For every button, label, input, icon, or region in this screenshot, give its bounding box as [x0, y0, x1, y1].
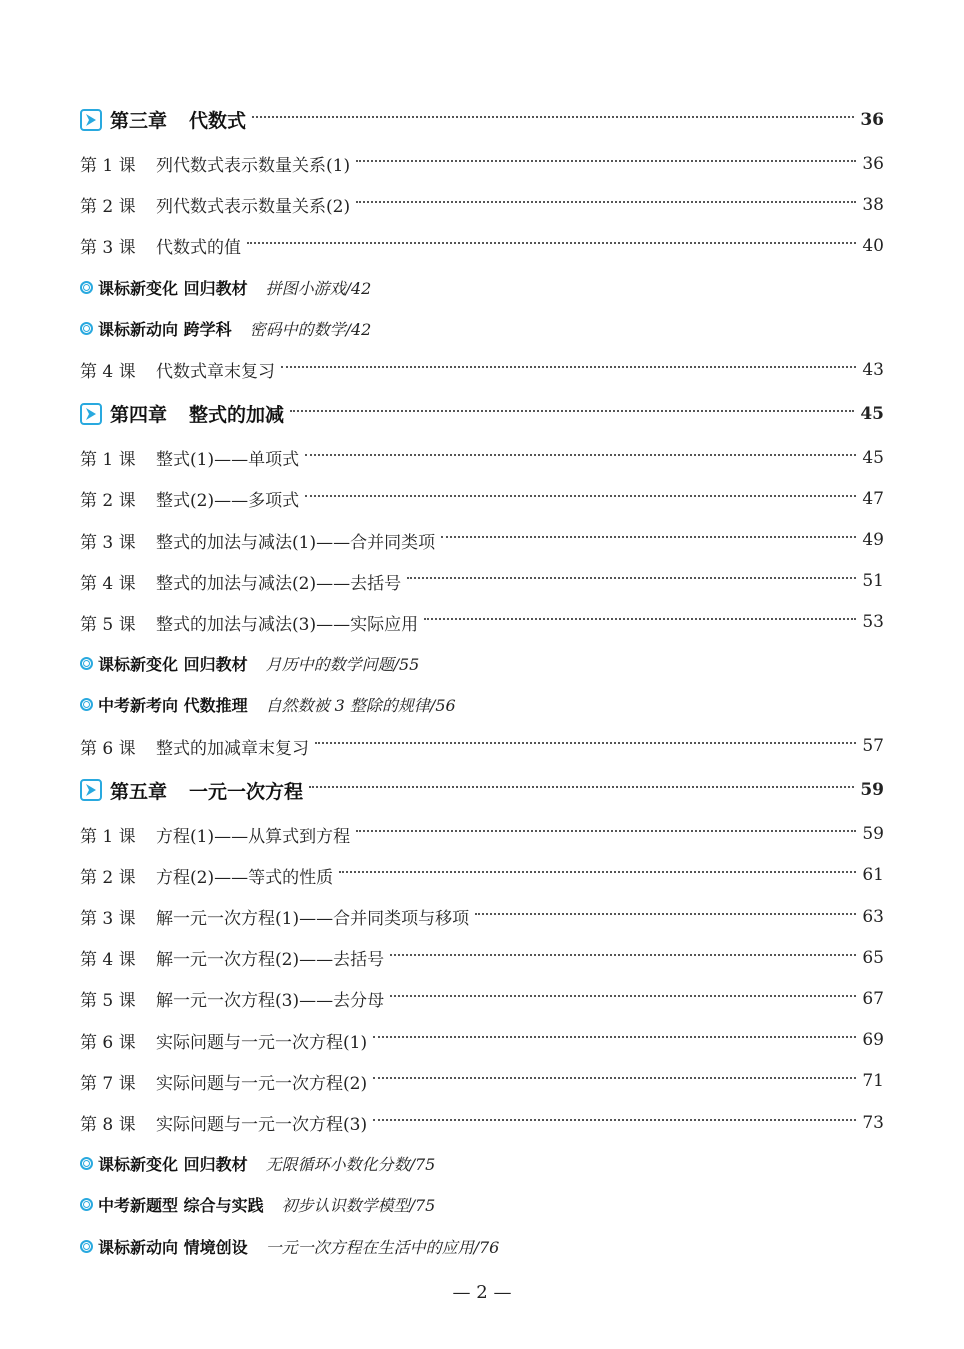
dot-leader — [373, 1036, 856, 1038]
page-number: 36 — [860, 109, 884, 130]
lesson-title: 解一元一次方程(2)——去括号 — [156, 950, 385, 971]
page-number: 73 — [862, 1112, 884, 1133]
lesson-entry[interactable] — [80, 478, 884, 519]
page-number: 36 — [862, 153, 884, 174]
special-entry[interactable] — [80, 308, 884, 349]
dot-leader — [281, 366, 856, 368]
page-number: — 2 — — [452, 1282, 512, 1303]
page-number: 40 — [862, 235, 884, 256]
lesson-entry[interactable] — [80, 855, 884, 896]
chapter-label: 第三章 — [110, 110, 168, 132]
lesson-entry[interactable] — [80, 602, 884, 643]
page-number: 47 — [862, 488, 884, 509]
lesson-title: 解一元一次方程(3)——去分母 — [156, 991, 385, 1012]
lesson-title: 实际问题与一元一次方程(3) — [156, 1115, 368, 1136]
lesson-number: 第 1 课 — [80, 450, 136, 471]
dot-leader — [305, 454, 856, 456]
special-title: 无限循环小数化分数/75 — [265, 1155, 436, 1175]
circle-bullet-icon — [80, 281, 93, 294]
page-number: 61 — [862, 865, 884, 886]
special-title: 月历中的数学问题/55 — [265, 655, 420, 675]
special-label: 中考新考向 代数推理 — [98, 696, 248, 716]
lesson-entry[interactable] — [80, 937, 884, 978]
page-number: 53 — [862, 612, 884, 633]
lesson-title: 整式的加法与减法(1)——合并同类项 — [156, 532, 436, 553]
lesson-number: 第 6 课 — [80, 738, 136, 759]
dot-leader — [373, 1119, 856, 1121]
lesson-entry[interactable] — [80, 349, 884, 390]
lesson-number: 第 3 课 — [80, 909, 136, 930]
circle-bullet-icon — [80, 698, 93, 711]
lesson-number: 第 1 课 — [80, 156, 136, 177]
lesson-title: 实际问题与一元一次方程(1) — [156, 1032, 368, 1053]
chapter-name: 整式的加减 — [189, 404, 285, 427]
lesson-number: 第 5 课 — [80, 991, 136, 1012]
lesson-title: 列代数式表示数量关系(1) — [156, 156, 351, 177]
dot-leader — [252, 116, 854, 118]
special-label: 课标新动向 情境创设 — [98, 1237, 248, 1257]
chapter-heading[interactable] — [80, 390, 884, 437]
lesson-number: 第 2 课 — [80, 491, 136, 512]
lesson-entry[interactable] — [80, 561, 884, 602]
lesson-entry[interactable] — [80, 184, 884, 225]
page-number: 71 — [862, 1071, 884, 1092]
dot-leader — [373, 1077, 856, 1079]
page-number: 38 — [862, 194, 884, 215]
page-number: 45 — [862, 447, 884, 468]
lesson-title: 解一元一次方程(1)——合并同类项与移项 — [156, 909, 470, 930]
page-number: 59 — [860, 780, 884, 801]
page-number: 59 — [862, 824, 884, 845]
lesson-number: 第 7 课 — [80, 1073, 136, 1094]
table-of-contents — [80, 96, 884, 1267]
lesson-title: 列代数式表示数量关系(2) — [156, 197, 351, 218]
special-label: 课标新变化 回归教材 — [98, 1155, 248, 1175]
special-entry[interactable] — [80, 643, 884, 684]
page-number: 67 — [862, 988, 884, 1009]
lesson-entry[interactable] — [80, 978, 884, 1019]
lesson-number: 第 8 课 — [80, 1115, 136, 1136]
dot-leader — [339, 871, 856, 873]
special-entry[interactable] — [80, 267, 884, 308]
page-number: 43 — [862, 359, 884, 380]
lesson-title: 方程(1)——从算式到方程 — [156, 826, 351, 847]
special-title: 密码中的数学/42 — [249, 319, 372, 339]
lesson-number: 第 4 课 — [80, 362, 136, 383]
lesson-entry[interactable] — [80, 520, 884, 561]
dot-leader — [290, 410, 854, 412]
lesson-number: 第 2 课 — [80, 867, 136, 888]
special-entry[interactable] — [80, 684, 884, 725]
dot-leader — [407, 577, 856, 579]
chapter-heading[interactable] — [80, 767, 884, 814]
lesson-title: 整式的加法与减法(2)——去括号 — [156, 573, 402, 594]
dot-leader — [356, 201, 856, 203]
dot-leader — [390, 954, 856, 956]
lesson-title: 代数式章末复习 — [156, 362, 275, 383]
circle-bullet-icon — [80, 1240, 93, 1253]
circle-bullet-icon — [80, 1157, 93, 1170]
dot-leader — [475, 913, 856, 915]
circle-bullet-icon — [80, 322, 93, 335]
page-number: 65 — [862, 947, 884, 968]
lesson-number: 第 2 课 — [80, 197, 136, 218]
circle-bullet-icon — [80, 1198, 93, 1211]
special-label: 课标新变化 回归教材 — [98, 655, 248, 675]
page-number: 45 — [860, 403, 884, 424]
special-title: 初步认识数学模型/75 — [281, 1196, 436, 1216]
lesson-title: 整式(2)——多项式 — [156, 491, 300, 512]
chapter-name: 代数式 — [189, 110, 247, 132]
special-entry[interactable] — [80, 1226, 884, 1267]
special-label: 课标新动向 跨学科 — [98, 319, 232, 339]
lesson-entry[interactable] — [80, 896, 884, 937]
lesson-entry[interactable] — [80, 437, 884, 478]
lesson-entry[interactable] — [80, 725, 884, 766]
chapter-label: 第五章 — [110, 780, 168, 803]
lesson-title: 实际问题与一元一次方程(2) — [156, 1073, 368, 1094]
dot-leader — [315, 742, 856, 744]
lesson-number: 第 3 课 — [80, 238, 136, 259]
chapter-label: 第四章 — [110, 404, 168, 427]
special-label: 课标新变化 回归教材 — [98, 278, 248, 298]
dot-leader — [390, 995, 856, 997]
chapter-name: 一元一次方程 — [189, 780, 304, 803]
lesson-entry[interactable] — [80, 143, 884, 184]
dot-leader — [305, 495, 856, 497]
lesson-number: 第 3 课 — [80, 532, 136, 553]
lesson-number: 第 6 课 — [80, 1032, 136, 1053]
dot-leader — [441, 536, 856, 538]
lesson-entry[interactable] — [80, 1020, 884, 1061]
lesson-number: 第 4 课 — [80, 573, 136, 594]
lesson-entry[interactable] — [80, 1102, 884, 1143]
special-entry[interactable] — [80, 1143, 884, 1184]
dot-leader — [356, 830, 856, 832]
special-entry[interactable] — [80, 1184, 884, 1225]
lesson-title: 代数式的值 — [156, 238, 241, 259]
chapter-heading[interactable] — [80, 96, 884, 143]
lesson-entry[interactable] — [80, 814, 884, 855]
lesson-title: 方程(2)——等式的性质 — [156, 867, 334, 888]
special-title: 拼图小游戏/42 — [265, 278, 372, 298]
lesson-entry[interactable] — [80, 1061, 884, 1102]
lesson-entry[interactable] — [80, 225, 884, 266]
page-number: 49 — [862, 530, 884, 551]
dot-leader — [247, 242, 856, 244]
page-number: 63 — [862, 906, 884, 927]
lesson-number: 第 1 课 — [80, 826, 136, 847]
page-number: 51 — [862, 571, 884, 592]
lesson-number: 第 4 课 — [80, 950, 136, 971]
chevron-right-icon — [80, 109, 102, 131]
dot-leader — [424, 618, 856, 620]
page-number: 69 — [862, 1030, 884, 1051]
dot-leader — [356, 160, 856, 162]
dot-leader — [309, 786, 854, 788]
chevron-right-icon — [80, 403, 102, 425]
circle-bullet-icon — [80, 657, 93, 670]
special-label: 中考新题型 综合与实践 — [98, 1196, 264, 1216]
chevron-right-icon — [80, 779, 102, 801]
page-number: 57 — [862, 736, 884, 757]
lesson-title: 整式的加法与减法(3)——实际应用 — [156, 614, 419, 635]
lesson-number: 第 5 课 — [80, 614, 136, 635]
special-title: 自然数被 3 整除的规律/56 — [265, 696, 456, 716]
lesson-title: 整式的加减章末复习 — [156, 738, 309, 759]
lesson-title: 整式(1)——单项式 — [156, 450, 300, 471]
special-title: 一元一次方程在生活中的应用/76 — [265, 1237, 500, 1257]
